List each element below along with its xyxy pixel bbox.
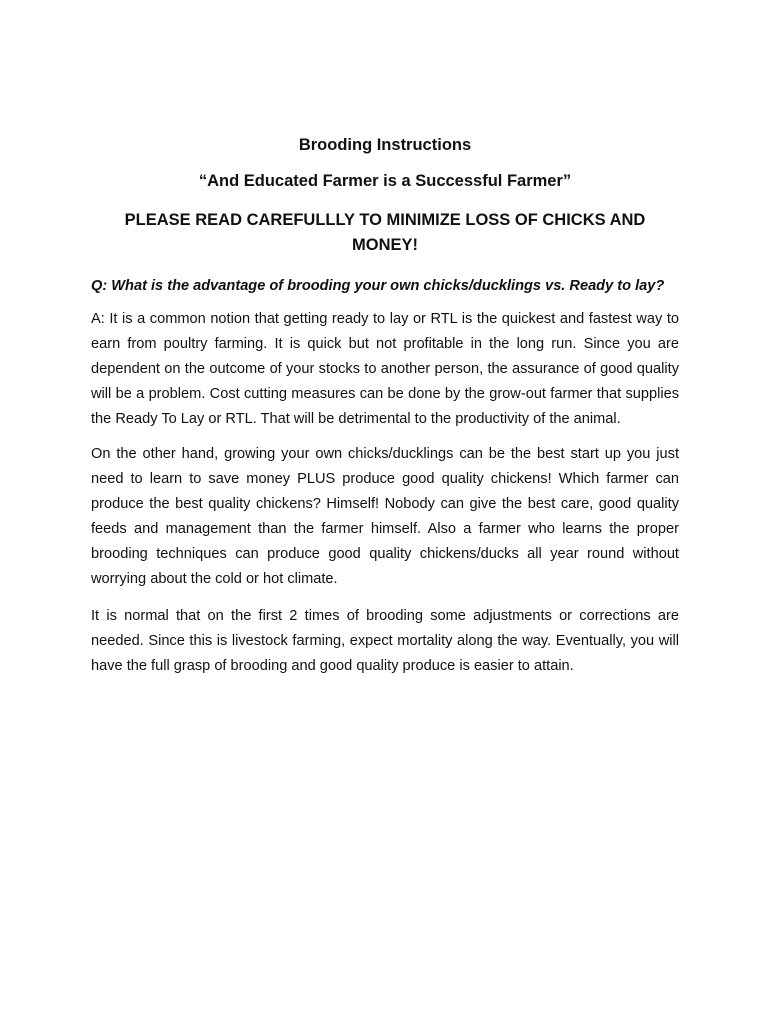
body-paragraph: It is normal that on the first 2 times of brooding some adjustments or corrections are needed. Since this is livestock farming, expect mortality along the way. Eventually, you will have the full grasp of brooding and good quality produce is easier to attain. [91, 608, 679, 674]
body-paragraph: On the other hand, growing your own chicks/ducklings can be the best start up you just need to learn to save money PLUS produce good quality chickens! Which farmer can produce the best quality chickens? Himself! Nobody can give the best care, good quality feeds and management than the farmer himself. Also a farmer who learns the proper brooding techniques can produce good quality chickens/ducks all year round without worrying about the cold or hot climate. [91, 446, 679, 587]
document-title: Brooding Instructions [298, 136, 472, 154]
answer-paragraph: A: It is a common notion that getting ready to lay or RTL is the quickest and fastest way to earn from poultry farming. It is quick but not profitable in the long run. Since you are dependent on the outcome of your stocks to another person, the assurance of good quality will be a problem. Cost cutting measures can be done by the grow-out farmer that supplies the Ready To Lay or RTL. That will be detrimental to the productivity of the animal. [91, 311, 679, 427]
document-page [91, 133, 679, 691]
warning-heading: PLEASE READ CAREFULLLY TO MINIMIZE LOSS OF CHICKS AND MONEY! [124, 211, 646, 254]
question-text: Q: What is the advantage of brooding your own chicks/ducklings vs. Ready to lay? [91, 278, 665, 294]
document-subtitle: “And Educated Farmer is a Successful Farmer” [198, 172, 572, 190]
